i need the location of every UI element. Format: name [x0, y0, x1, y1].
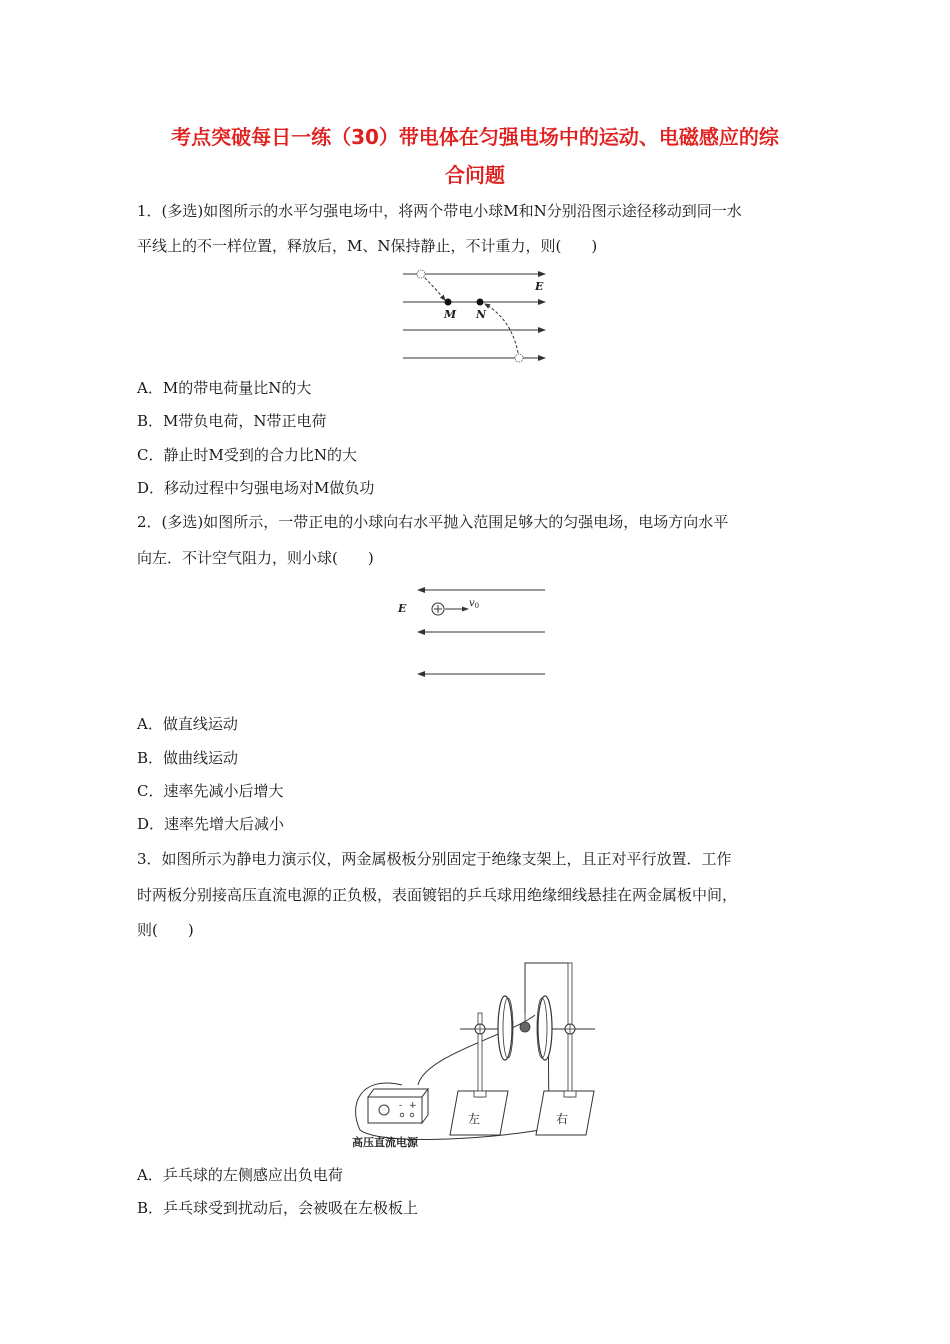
- q3-apparatus-diagram: [340, 955, 610, 1151]
- q3-option-a: A．乒乓球的左侧感应出负电荷: [137, 1166, 343, 1184]
- q1-path-m: [421, 274, 445, 300]
- q1-stem-line2: 平线上的不一样位置，释放后，M、N保持静止，不计重力，则( ): [137, 237, 598, 255]
- q2-label-v0: [469, 598, 479, 610]
- q2-stem-line2: 向左．不计空气阻力，则小球( ): [137, 549, 374, 567]
- q1-field-diagram: [395, 264, 555, 368]
- q1-stem-line1: 1．(多选)如图所示的水平匀强电场中，将两个带电小球M和N分别沿图示途径移动到同一水: [137, 202, 742, 220]
- q1-start-m-dot: [417, 270, 425, 278]
- q1-start-n-dot: [515, 354, 523, 362]
- q1-option-c: C．静止时M受到的合力比N的大: [137, 446, 357, 464]
- q1-ball-n: [477, 299, 484, 306]
- q3-label-power: 高压直流电源: [352, 1136, 418, 1149]
- q1-label-n: N: [476, 308, 487, 321]
- q1-path-n: [485, 304, 519, 358]
- q1-option-b: B．M带负电荷，N带正电荷: [137, 412, 327, 430]
- q3-power-supply-top: [368, 1089, 428, 1097]
- q3-left-rod-foot: [474, 1091, 486, 1097]
- q2-label-v: v: [469, 598, 475, 609]
- q1-label-m: M: [444, 308, 457, 321]
- q3-stem-line1: 3．如图所示为静电力演示仪，两金属极板分别固定于绝缘支架上，且正对平行放置．工作: [137, 850, 732, 868]
- q1-label-e: E: [535, 280, 544, 293]
- q2-field-diagram: [392, 582, 552, 682]
- q1-ball-m: [445, 299, 452, 306]
- q2-option-d: D．速率先增大后减小: [137, 815, 285, 833]
- q2-label-e: E: [398, 602, 407, 615]
- q3-terminal-minus: [400, 1113, 404, 1117]
- page-title-line2: 合问题: [445, 163, 505, 187]
- q3-label-right: 右: [556, 1112, 569, 1126]
- q3-label-left: 左: [468, 1112, 481, 1126]
- q1-option-d: D．移动过程中匀强电场对M做负功: [137, 479, 375, 497]
- q3-label-minus: -: [399, 1101, 403, 1111]
- q3-pingpong-ball: [520, 1022, 530, 1032]
- q3-stem-line3: 则( ): [137, 921, 194, 939]
- page-title-line1: 考点突破每日一练（30）带电体在匀强电场中的运动、电磁感应的综: [171, 125, 779, 149]
- q2-label-v-sub: 0: [474, 602, 480, 610]
- q3-power-knob: [379, 1105, 389, 1115]
- q1-option-a: A．M的带电荷量比N的大: [137, 379, 312, 397]
- q2-option-b: B．做曲线运动: [137, 749, 239, 767]
- q3-label-plus: +: [409, 1101, 417, 1111]
- q3-right-rod-foot: [564, 1091, 576, 1097]
- q3-stem-line2: 时两板分别接高压直流电源的正负极，表面镀铝的乒乓球用绝缘细线悬挂在两金属板中间，: [137, 886, 738, 904]
- q2-option-a: A．做直线运动: [137, 715, 238, 733]
- q2-stem-line1: 2．(多选)如图所示，一带正电的小球向右水平抛入范围足够大的匀强电场，电场方向水平: [137, 513, 729, 531]
- q3-terminal-plus: [410, 1113, 414, 1117]
- q3-option-b: B．乒乓球受到扰动后，会被吸在左极板上: [137, 1199, 419, 1217]
- q2-option-c: C．速率先减小后增大: [137, 782, 284, 800]
